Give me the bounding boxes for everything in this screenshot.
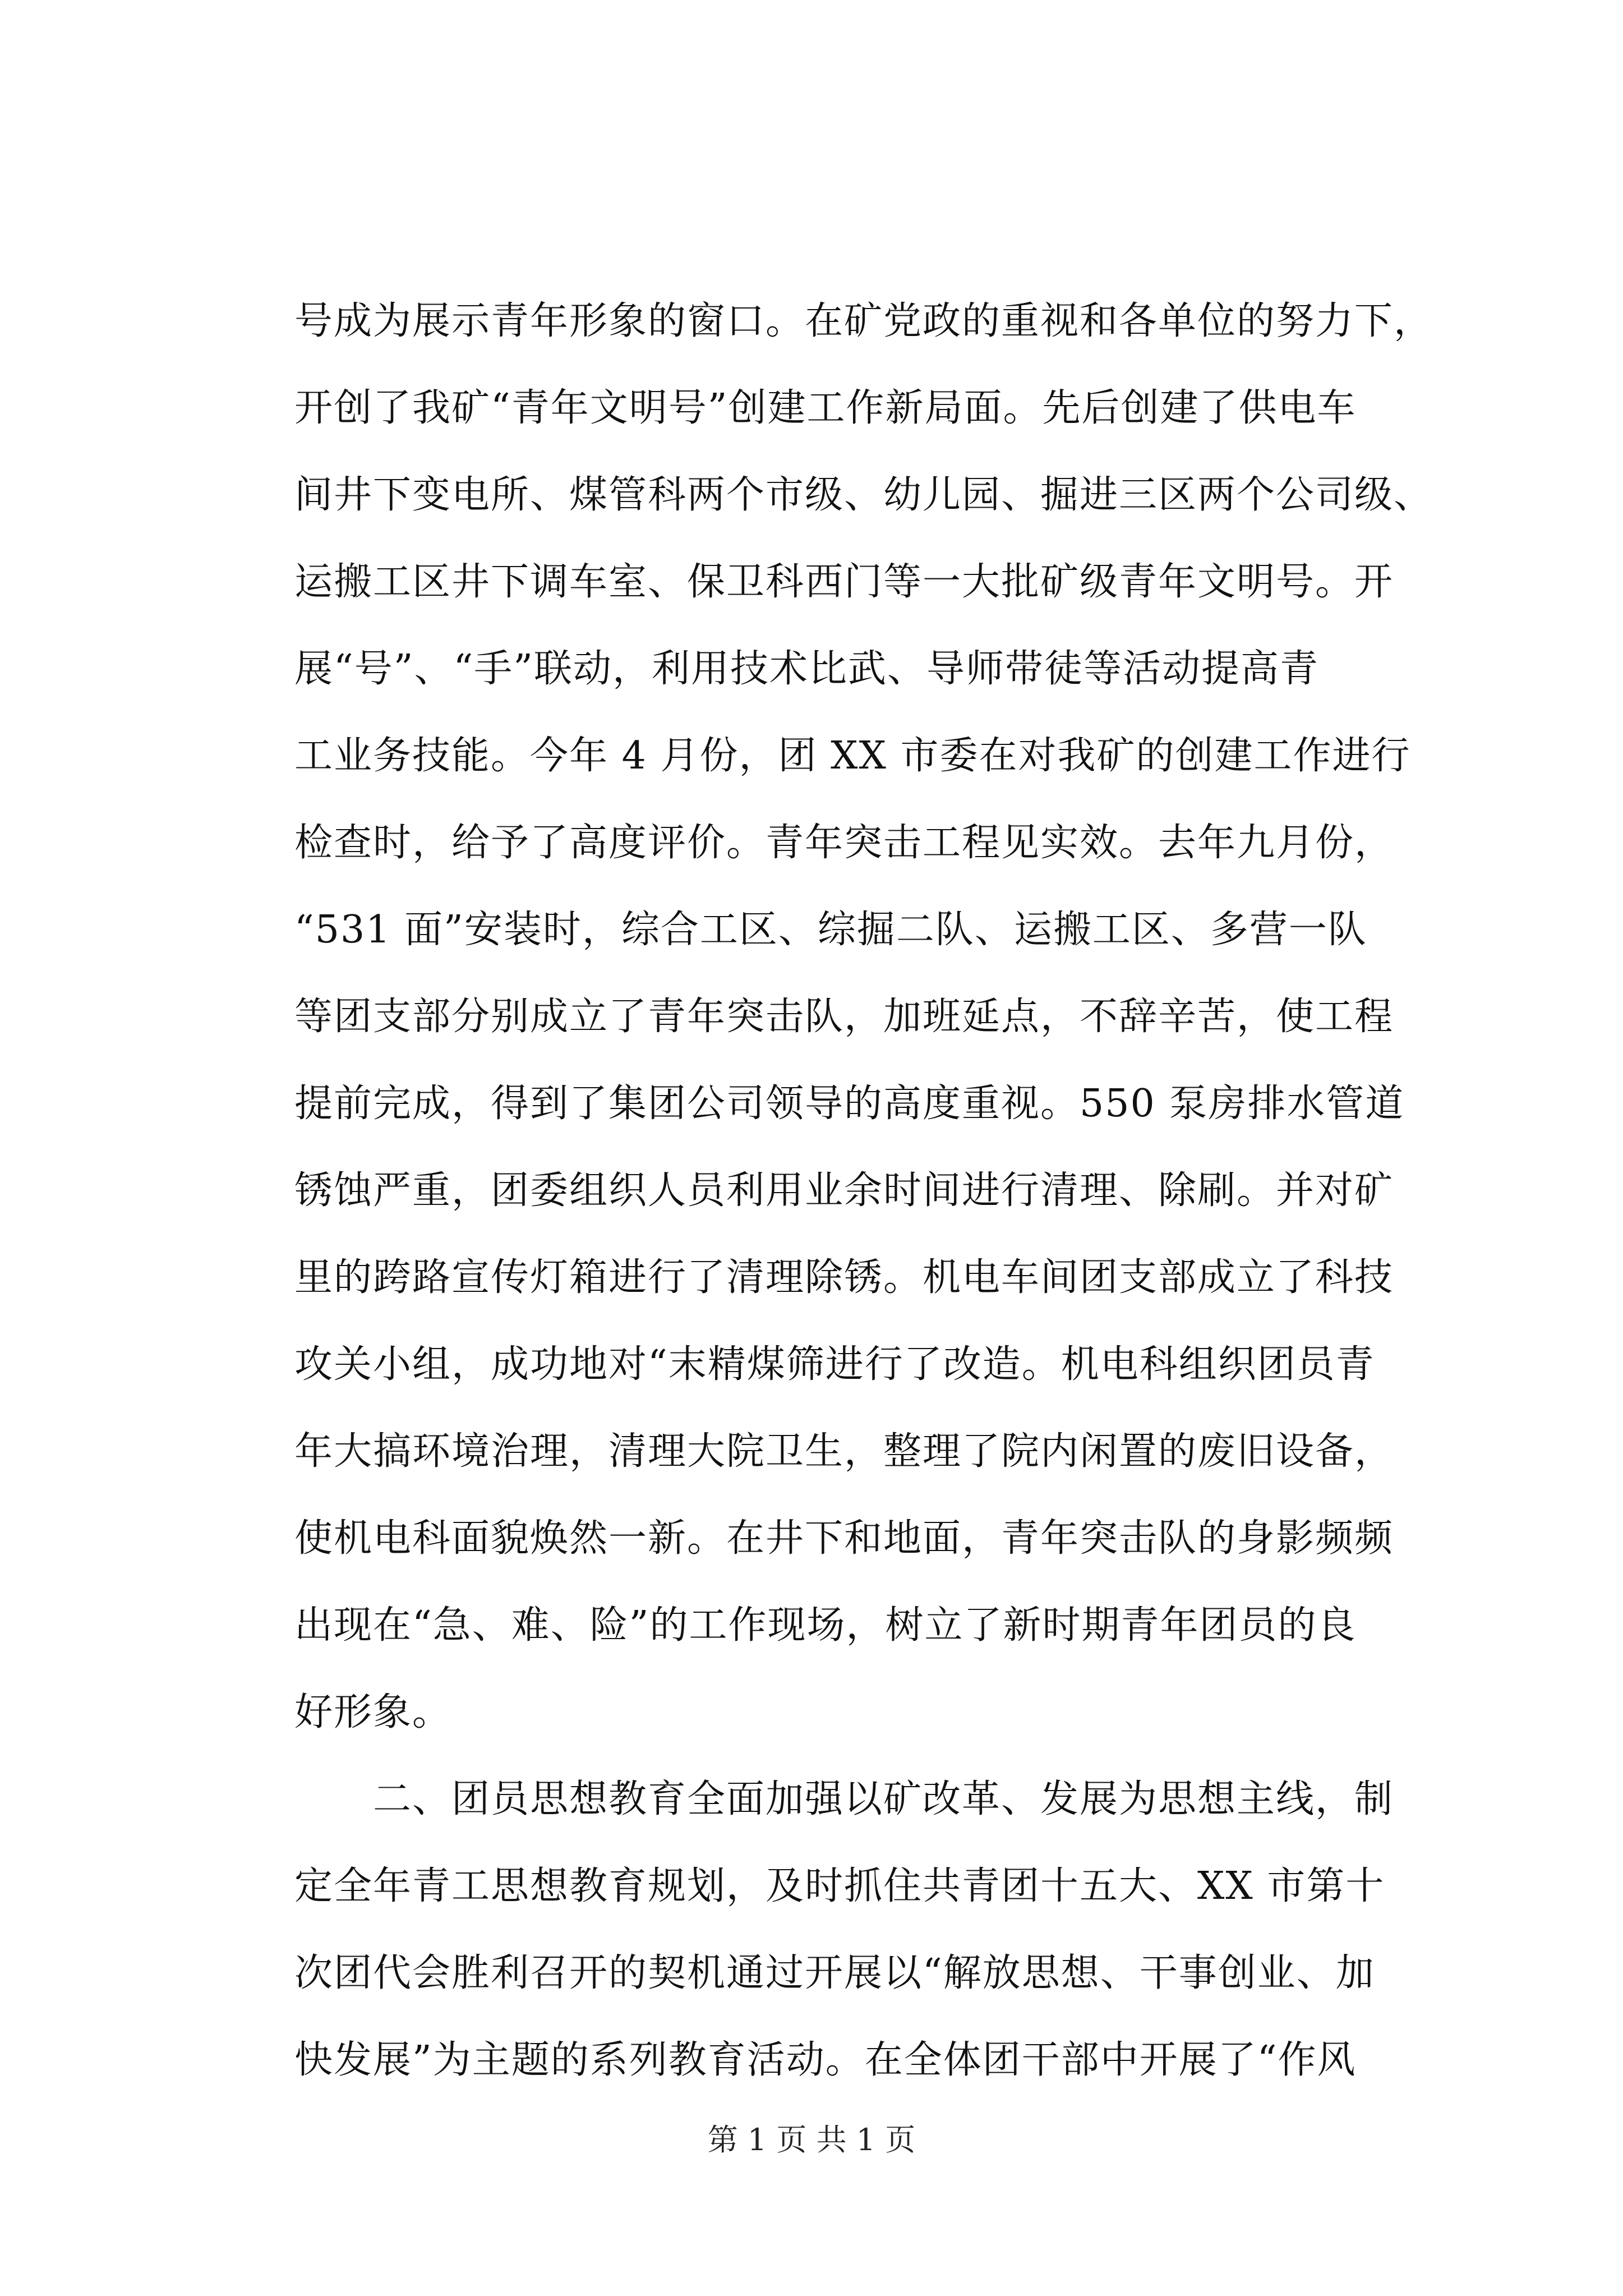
body-text-line: 间井下变电所、煤管科两个市级、幼儿园、掘进三区两个公司级、 bbox=[294, 473, 1433, 517]
body-text-line: 快发展”为主题的系列教育活动。在全体团干部中开展了“作风 bbox=[294, 2038, 1357, 2082]
body-text-line: 锈蚀严重，团委组织人员利用业余时间进行清理、除刷。并对矿 bbox=[294, 1168, 1394, 1213]
section-heading-line: 二、团员思想教育全面加强以矿改革、发展为思想主线，制 bbox=[294, 1777, 1394, 1821]
body-text-line: 定全年青工思想教育规划，及时抓住共青团十五大、XX 市第十 bbox=[294, 1864, 1385, 1908]
body-text-line: 攻关小组，成功地对“末精煤筛进行了改造。机电科组织团员青 bbox=[294, 1342, 1375, 1387]
body-text-line: 展“号”、“手”联动，利用技术比武、导师带徒等活动提高青 bbox=[294, 647, 1320, 691]
body-text-line: 工业务技能。今年 4 月份，团 XX 市委在对我矿的创建工作进行 bbox=[294, 734, 1411, 778]
body-text-line: 好形象。 bbox=[294, 1690, 452, 1734]
body-text-line: 检查时，给予了高度评价。青年突击工程见实效。去年九月份， bbox=[294, 821, 1394, 865]
page-number-footer: 第 1 页 共 1 页 bbox=[707, 2122, 916, 2157]
body-text-line: 使机电科面貌焕然一新。在井下和地面，青年突击队的身影频频 bbox=[294, 1516, 1394, 1561]
body-text-line: 运搬工区井下调车室、保卫科西门等一大批矿级青年文明号。开 bbox=[294, 560, 1394, 604]
body-text-line: 次团代会胜利召开的契机通过开展以“解放思想、干事创业、加 bbox=[294, 1951, 1375, 1995]
body-text-line: 等团支部分别成立了青年突击队，加班延点，不辞辛苦，使工程 bbox=[294, 995, 1394, 1039]
body-text-line: 提前完成，得到了集团公司领导的高度重视。550 泵房排水管道 bbox=[294, 1082, 1405, 1126]
body-text-line: 出现在“急、难、险”的工作现场，树立了新时期青年团员的良 bbox=[294, 1603, 1357, 1648]
body-text-line: “531 面”安装时，综合工区、综掘二队、运搬工区、多营一队 bbox=[294, 908, 1367, 952]
body-text-line: 里的跨路宣传灯箱进行了清理除锈。机电车间团支部成立了科技 bbox=[294, 1255, 1394, 1300]
body-text-line: 开创了我矿“青年文明号”创建工作新局面。先后创建了供电车 bbox=[294, 386, 1357, 430]
body-text-line: 年大搞环境治理，清理大院卫生，整理了院内闲置的废旧设备， bbox=[294, 1429, 1394, 1474]
body-text-line: 号成为展示青年形象的窗口。在矿党政的重视和各单位的努力下， bbox=[294, 299, 1433, 343]
